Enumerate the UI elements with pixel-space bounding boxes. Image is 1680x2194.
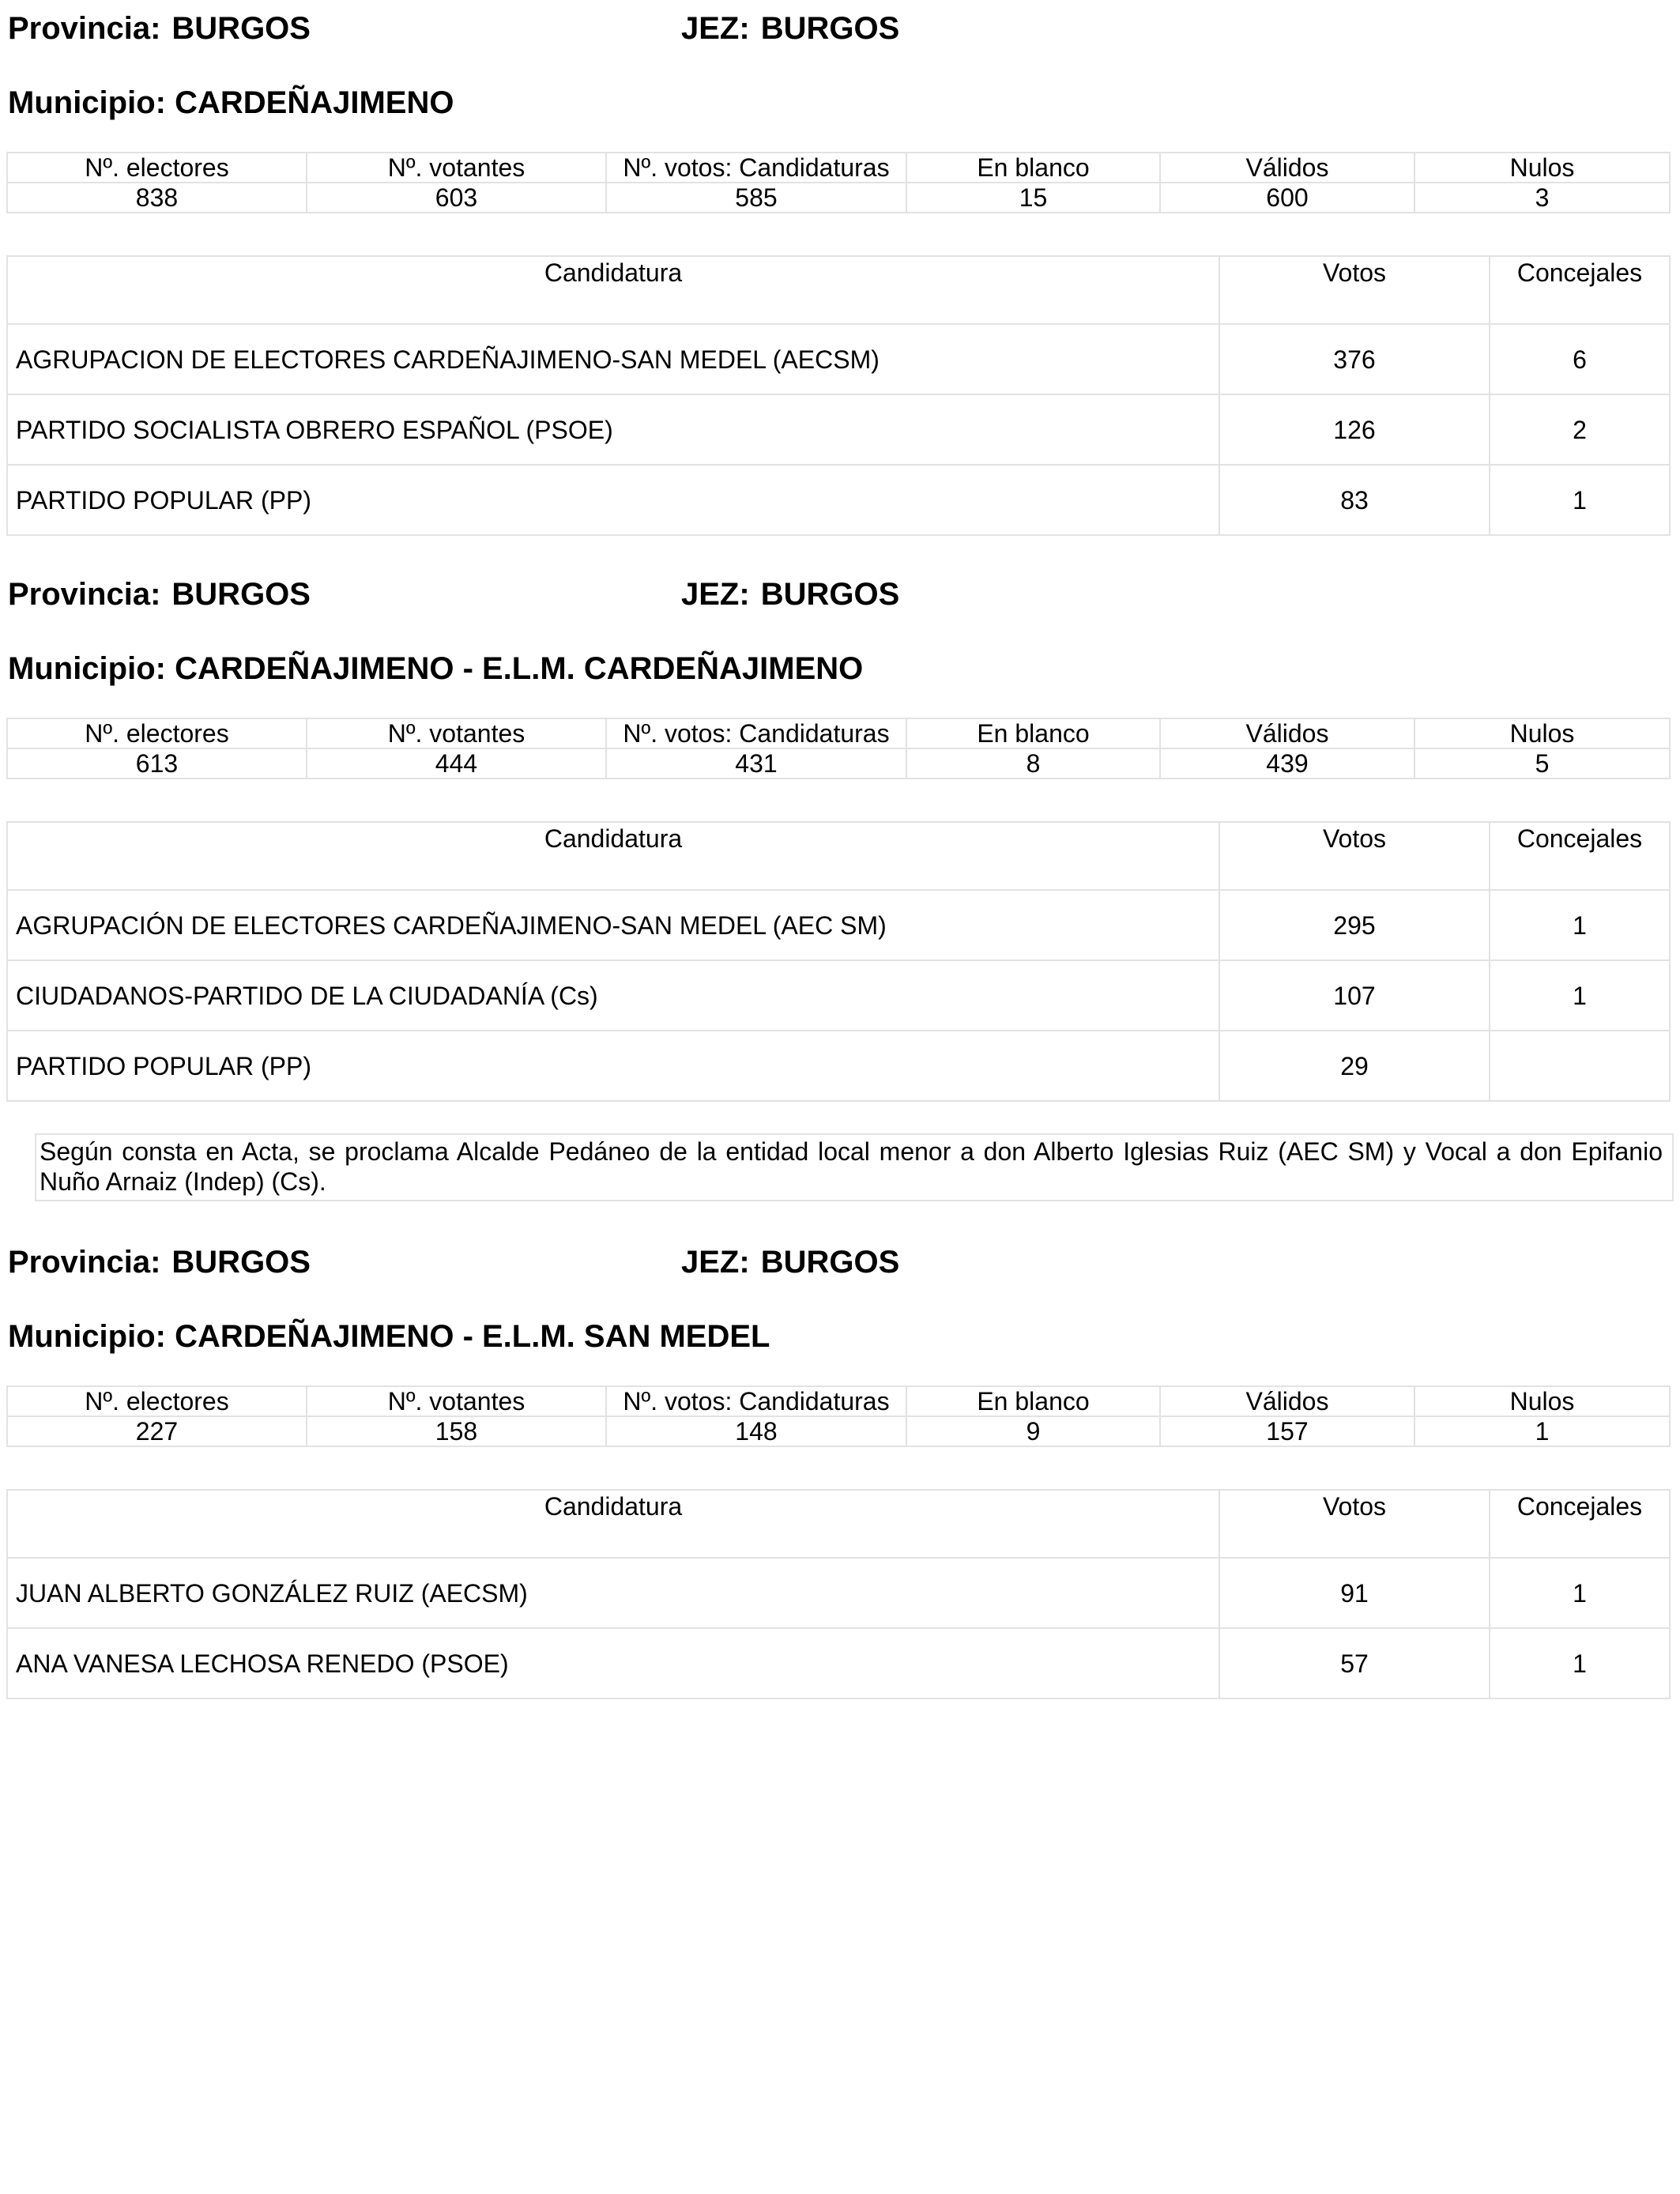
stats-value: 585 xyxy=(606,183,906,213)
candidatura-votos: 107 xyxy=(1219,960,1490,1031)
candidatura-concejales xyxy=(1490,1031,1670,1101)
candidatura-header: Candidatura xyxy=(7,1490,1219,1558)
stats-value: 158 xyxy=(307,1416,606,1446)
candidatura-name: PARTIDO POPULAR (PP) xyxy=(7,1031,1219,1101)
stats-header: Válidos xyxy=(1160,153,1414,183)
candidaturas-table xyxy=(6,255,1671,536)
stats-value: 439 xyxy=(1160,748,1414,778)
candidaturas-header-row xyxy=(7,256,1670,324)
stats-value: 838 xyxy=(7,183,307,213)
candidatura-name: AGRUPACIÓN DE ELECTORES CARDEÑAJIMENO-SAN MEDEL (AEC SM) xyxy=(7,890,1219,960)
stats-value: 3 xyxy=(1414,183,1670,213)
stats-value: 9 xyxy=(906,1416,1160,1446)
stats-header: Nulos xyxy=(1414,718,1670,748)
stats-header: Nº. votos: Candidaturas xyxy=(606,1386,906,1416)
stats-value: 15 xyxy=(906,183,1160,213)
candidatura-name: PARTIDO SOCIALISTA OBRERO ESPAÑOL (PSOE) xyxy=(7,394,1219,465)
municipio-label: Municipio: xyxy=(8,651,166,686)
table-row xyxy=(7,465,1670,535)
stats-header: Nº. votos: Candidaturas xyxy=(606,153,906,183)
candidaturas-table xyxy=(6,1489,1671,1699)
votos-header: Votos xyxy=(1219,256,1490,324)
table-row xyxy=(7,1628,1670,1698)
provincia-label: Provincia: xyxy=(8,1245,161,1280)
provincia-value: BURGOS xyxy=(171,577,311,612)
stats-value: 444 xyxy=(307,748,606,778)
stats-header: Nº. electores xyxy=(7,153,307,183)
table-row xyxy=(7,394,1670,465)
provincia-value: BURGOS xyxy=(171,1245,311,1280)
concejales-header: Concejales xyxy=(1490,256,1670,324)
candidatura-name: CIUDADANOS-PARTIDO DE LA CIUDADANÍA (Cs) xyxy=(7,960,1219,1031)
candidatura-header: Candidatura xyxy=(7,822,1219,890)
stats-table xyxy=(6,152,1671,213)
stats-value: 613 xyxy=(7,748,307,778)
candidatura-votos: 295 xyxy=(1219,890,1490,960)
table-row xyxy=(7,1558,1670,1628)
stats-header-row xyxy=(7,718,1670,748)
jez-value: BURGOS xyxy=(760,1245,900,1280)
stats-header: Nº. votos: Candidaturas xyxy=(606,718,906,748)
concejales-header: Concejales xyxy=(1490,1490,1670,1558)
stats-table xyxy=(6,718,1671,779)
concejales-header: Concejales xyxy=(1490,822,1670,890)
municipio-heading xyxy=(8,653,863,684)
stats-header: En blanco xyxy=(906,1386,1160,1416)
candidatura-concejales: 1 xyxy=(1490,465,1670,535)
candidaturas-header-row xyxy=(7,1490,1670,1558)
jez-value: BURGOS xyxy=(760,577,900,612)
candidatura-votos: 57 xyxy=(1219,1628,1490,1698)
municipio-value: CARDEÑAJIMENO xyxy=(175,85,454,120)
jez-heading xyxy=(681,1246,899,1278)
municipio-label: Municipio: xyxy=(8,1319,166,1354)
table-row xyxy=(7,324,1670,394)
municipio-value: CARDEÑAJIMENO - E.L.M. CARDEÑAJIMENO xyxy=(175,651,864,686)
table-row xyxy=(7,960,1670,1031)
stats-header: Válidos xyxy=(1160,1386,1414,1416)
stats-value: 148 xyxy=(606,1416,906,1446)
stats-header-row xyxy=(7,1386,1670,1416)
provincia-value: BURGOS xyxy=(171,11,311,46)
candidatura-votos: 83 xyxy=(1219,465,1490,535)
stats-header: Nº. votantes xyxy=(307,153,606,183)
stats-value-row xyxy=(7,183,1670,213)
stats-value: 5 xyxy=(1414,748,1670,778)
candidaturas-table xyxy=(6,821,1671,1102)
candidatura-name: ANA VANESA LECHOSA RENEDO (PSOE) xyxy=(7,1628,1219,1698)
stats-value: 227 xyxy=(7,1416,307,1446)
candidatura-concejales: 2 xyxy=(1490,394,1670,465)
stats-header: Válidos xyxy=(1160,718,1414,748)
candidatura-name: AGRUPACION DE ELECTORES CARDEÑAJIMENO-SAN MEDEL (AECSM) xyxy=(7,324,1219,394)
votos-header: Votos xyxy=(1219,1490,1490,1558)
stats-header: En blanco xyxy=(906,718,1160,748)
stats-header: Nº. votantes xyxy=(307,1386,606,1416)
jez-heading xyxy=(681,13,899,44)
provincia-heading xyxy=(8,1246,311,1278)
candidatura-votos: 376 xyxy=(1219,324,1490,394)
candidatura-votos: 29 xyxy=(1219,1031,1490,1101)
stats-value-row xyxy=(7,748,1670,778)
jez-heading xyxy=(681,579,899,610)
jez-label: JEZ: xyxy=(681,1245,750,1280)
provincia-heading xyxy=(8,579,311,610)
provincia-label: Provincia: xyxy=(8,577,161,612)
stats-value-row xyxy=(7,1416,1670,1446)
proclamation-note: Según consta en Acta, se proclama Alcalde Pedáneo de la entidad local menor a don Alberto Iglesias Ruiz (AEC SM) y Vocal a don Epifanio Nuño Arnaiz (Indep) (Cs). xyxy=(35,1133,1674,1201)
stats-header: Nulos xyxy=(1414,153,1670,183)
stats-header: Nº. electores xyxy=(7,1386,307,1416)
stats-value: 431 xyxy=(606,748,906,778)
candidatura-concejales: 1 xyxy=(1490,960,1670,1031)
stats-value: 157 xyxy=(1160,1416,1414,1446)
stats-header: Nº. electores xyxy=(7,718,307,748)
stats-header: Nulos xyxy=(1414,1386,1670,1416)
candidaturas-header-row xyxy=(7,822,1670,890)
municipio-label: Municipio: xyxy=(8,85,166,120)
candidatura-concejales: 1 xyxy=(1490,890,1670,960)
votos-header: Votos xyxy=(1219,822,1490,890)
provincia-heading xyxy=(8,13,311,44)
stats-value: 603 xyxy=(307,183,606,213)
stats-value: 600 xyxy=(1160,183,1414,213)
table-row xyxy=(7,1031,1670,1101)
stats-value: 8 xyxy=(906,748,1160,778)
municipio-value: CARDEÑAJIMENO - E.L.M. SAN MEDEL xyxy=(175,1319,770,1354)
candidatura-votos: 126 xyxy=(1219,394,1490,465)
jez-value: BURGOS xyxy=(760,11,900,46)
municipio-heading xyxy=(8,87,454,119)
stats-header-row xyxy=(7,153,1670,183)
jez-label: JEZ: xyxy=(681,577,750,612)
candidatura-votos: 91 xyxy=(1219,1558,1490,1628)
candidatura-concejales: 1 xyxy=(1490,1558,1670,1628)
provincia-label: Provincia: xyxy=(8,11,161,46)
municipio-heading xyxy=(8,1321,770,1352)
stats-header: En blanco xyxy=(906,153,1160,183)
table-row xyxy=(7,890,1670,960)
stats-table xyxy=(6,1385,1671,1447)
stats-header: Nº. votantes xyxy=(307,718,606,748)
candidatura-concejales: 1 xyxy=(1490,1628,1670,1698)
jez-label: JEZ: xyxy=(681,11,750,46)
candidatura-name: JUAN ALBERTO GONZÁLEZ RUIZ (AECSM) xyxy=(7,1558,1219,1628)
candidatura-name: PARTIDO POPULAR (PP) xyxy=(7,465,1219,535)
candidatura-header: Candidatura xyxy=(7,256,1219,324)
stats-value: 1 xyxy=(1414,1416,1670,1446)
candidatura-concejales: 6 xyxy=(1490,324,1670,394)
